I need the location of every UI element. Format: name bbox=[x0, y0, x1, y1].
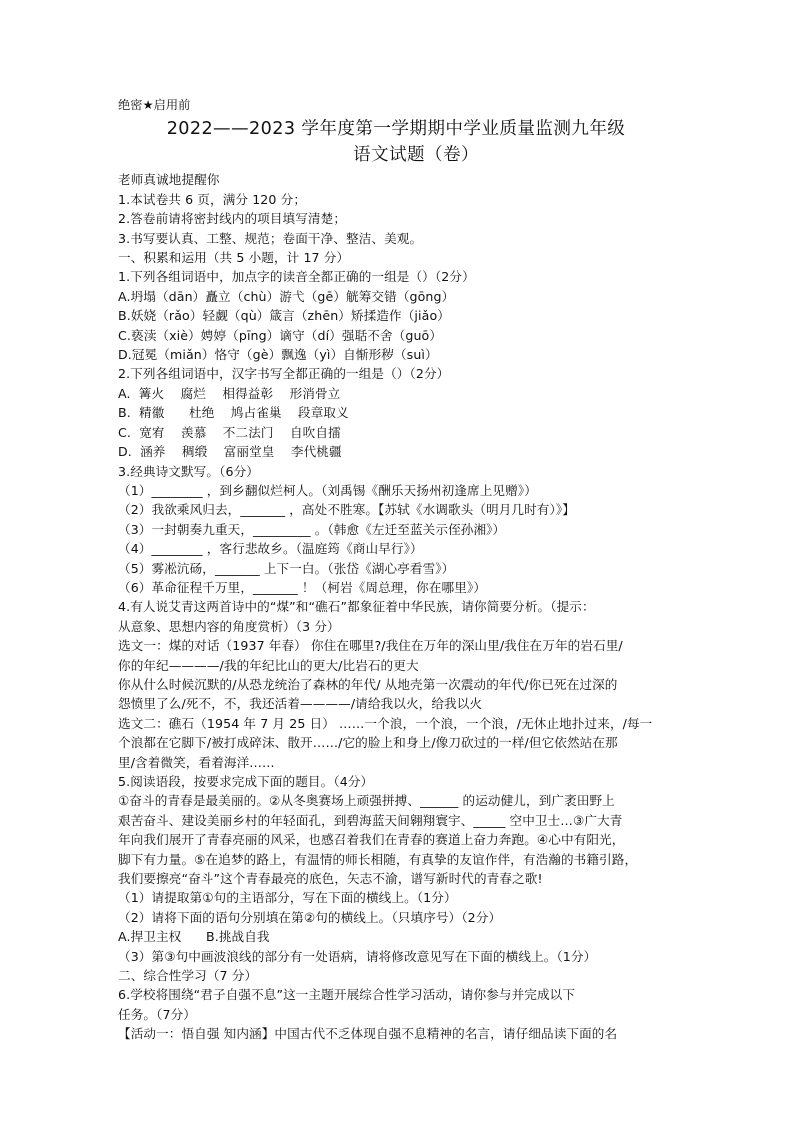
answer-option: D.冠冕（miǎn）恪守（gè）飘逸（yì）自惭形秽（suì） bbox=[118, 347, 438, 363]
question-stem: 3.经典诗文默写。（6分） bbox=[118, 463, 259, 479]
exam-page bbox=[118, 96, 678, 1044]
poem-text: 怨愤里了么/死不，不，我还活着————/请给我以火，给我以火 bbox=[118, 696, 483, 712]
question-stem: 5.阅读语段，按要求完成下面的题目。（4分） bbox=[118, 774, 374, 789]
notice-item: 1.本试卷共 6 页，满分 120 分； bbox=[118, 191, 307, 207]
question-stem-cont: 从意象、思想内容的角度赏析）（3 分） bbox=[118, 618, 340, 634]
question-stem-cont: 任务。（7分） bbox=[118, 1006, 196, 1022]
dictation-line: （6）革命征程千万里，_______ ！（柯岩《周总理，你在哪里》） bbox=[118, 579, 487, 595]
answer-option: B.妖娆（rǎo）轻觑（qù）箴言（zhēn）矫揉造作（jiǎo） bbox=[118, 308, 450, 324]
poem-text: 里/含着微笑，看着海洋…… bbox=[118, 754, 275, 770]
exam-title: 2022——2023 学年度第一学期期中学业质量监测九年级 bbox=[166, 119, 626, 140]
answer-option: C. 宽宥 羡慕 不二法门 自吹自擂 bbox=[118, 424, 341, 440]
section-heading: 一、积累和运用（共 5 小题，计 17 分） bbox=[118, 250, 350, 266]
question-stem: 2.下列各组词语中，汉字书写全都正确的一组是（）（2分） bbox=[118, 366, 450, 382]
poem-text: 选文一：煤的对话（1937 年春） 你住在哪里?/我住在万年的深山里/我住在万年的岩石里/ bbox=[118, 638, 623, 654]
passage-text: 脚下有力量。⑤在追梦的路上，有温情的师长相随，有真挚的友谊作伴，有浩瀚的书籍引路， bbox=[118, 851, 638, 867]
answer-option: C.亵渎（xiè）娉婷（pīng）谪守（dí）强聒不舍（guō） bbox=[118, 327, 443, 343]
dictation-line: （5）雾凇沆砀，_______ 上下一白。（张岱《湖心亭看雪》） bbox=[118, 560, 455, 576]
answer-option: A. 篝火 腐烂 相得益彰 形消骨立 bbox=[118, 385, 341, 401]
dictation-line: （4）________ ，客行悲故乡。（温庭筠《商山早行》） bbox=[118, 541, 423, 557]
dictation-line: （1）________ ，到乡翻似烂柯人。（刘禹锡《酬乐天扬州初逢席上见赠》） bbox=[118, 482, 537, 498]
dictation-line: （3）一封朝奏九重天，_________ 。（韩愈《左迁至蓝关示侄孙湘》） bbox=[118, 521, 506, 537]
answer-option: B. 精徽 杜绝 鸠占雀巢 段章取义 bbox=[118, 405, 349, 421]
sub-question: （2）请将下面的语句分别填在第②句的横线上。（只填序号）（2分） bbox=[118, 909, 502, 925]
question-stem: 4.有人说艾青这两首诗中的“煤”和“礁石”都象征着中华民族，请你简要分析。（提示： bbox=[118, 599, 595, 615]
answer-option: D. 涵养 稠缎 富丽堂皇 李代桃疆 bbox=[118, 444, 342, 460]
confidential-label: 绝密★启用前 bbox=[118, 98, 191, 112]
sub-question-options: A.捍卫主权 B.挑战自我 bbox=[118, 929, 270, 945]
passage-text: 年向我们展开了青春亮丽的风采，也感召着我们在青春的赛道上奋力奔跑。④心中有阳光， bbox=[118, 832, 625, 848]
activity-text: 【活动一：悟自强 知内涵】中国古代不乏体现自强不息精神的名言，请仔细品读下面的名 bbox=[118, 1026, 618, 1042]
notice-item: 2.答卷前请将密封线内的项目填写清楚； bbox=[118, 211, 347, 227]
notice-item: 3.书写要认真、工整、规范；卷面干净、整洁、美观。 bbox=[118, 230, 423, 246]
sub-question: （3）第③句中画波浪线的部分有一处语病，请将修改意见写在下面的横线上。（1分） bbox=[118, 948, 597, 964]
passage-text: 我们要擦亮“奋斗”这个青春最亮的底色，矢志不渝，谱写新时代的青春之歌! bbox=[118, 871, 543, 887]
poem-text: 你的年纪————/我的年纪比山的更大/比岩石的更大 bbox=[118, 657, 419, 673]
dictation-line: （2）我欲乘风归去，_______ ，高处不胜寒。【苏轼《水调歌头（明月几时有）》】 bbox=[118, 502, 575, 518]
notice-heading: 老师真诚地提醒你 bbox=[118, 172, 220, 188]
sub-question: （1）请提取第①句的主语部分，写在下面的横线上。（1分） bbox=[118, 890, 457, 906]
exam-subtitle: 语文试题（卷） bbox=[353, 145, 479, 166]
question-stem: 1.下列各组词语中，加点字的读音全都正确的一组是（）（2分） bbox=[118, 269, 475, 285]
passage-text: 艰苦奋斗、建设美丽乡村的年轻面孔，到碧海蓝天间翱翔寰宇、_____ 空中卫士…③广大青 bbox=[118, 812, 623, 828]
section-heading: 二、综合性学习（7 分） bbox=[118, 968, 258, 984]
poem-text: 个浪都在它脚下/被打成碎沫、散开……/它的脸上和身上/像刀砍过的一样/但它依然站在那 bbox=[118, 735, 618, 751]
poem-text: 你从什么时候沉默的/从恐龙统治了森林的年代/ 从地壳第一次震动的年代/你已死在过深的 bbox=[118, 676, 618, 692]
question-stem: 6.学校将围绕“君子自强不息”这一主题开展综合性学习活动，请你参与并完成以下 bbox=[118, 987, 576, 1003]
answer-option: A.坍塌（dān）矗立（chù）游弋（gē）觥筹交错（gōng） bbox=[118, 288, 455, 304]
poem-text: 选文二：礁石（1954 年 7 月 25 日） ……一个浪，一个浪，一个浪，/无休止地扑过来，/每一 bbox=[118, 715, 653, 731]
passage-text: ①奋斗的青春是最美丽的。②从冬奥赛场上顽强拼搏、______ 的运动健儿，到广袤田野上 bbox=[118, 793, 615, 809]
